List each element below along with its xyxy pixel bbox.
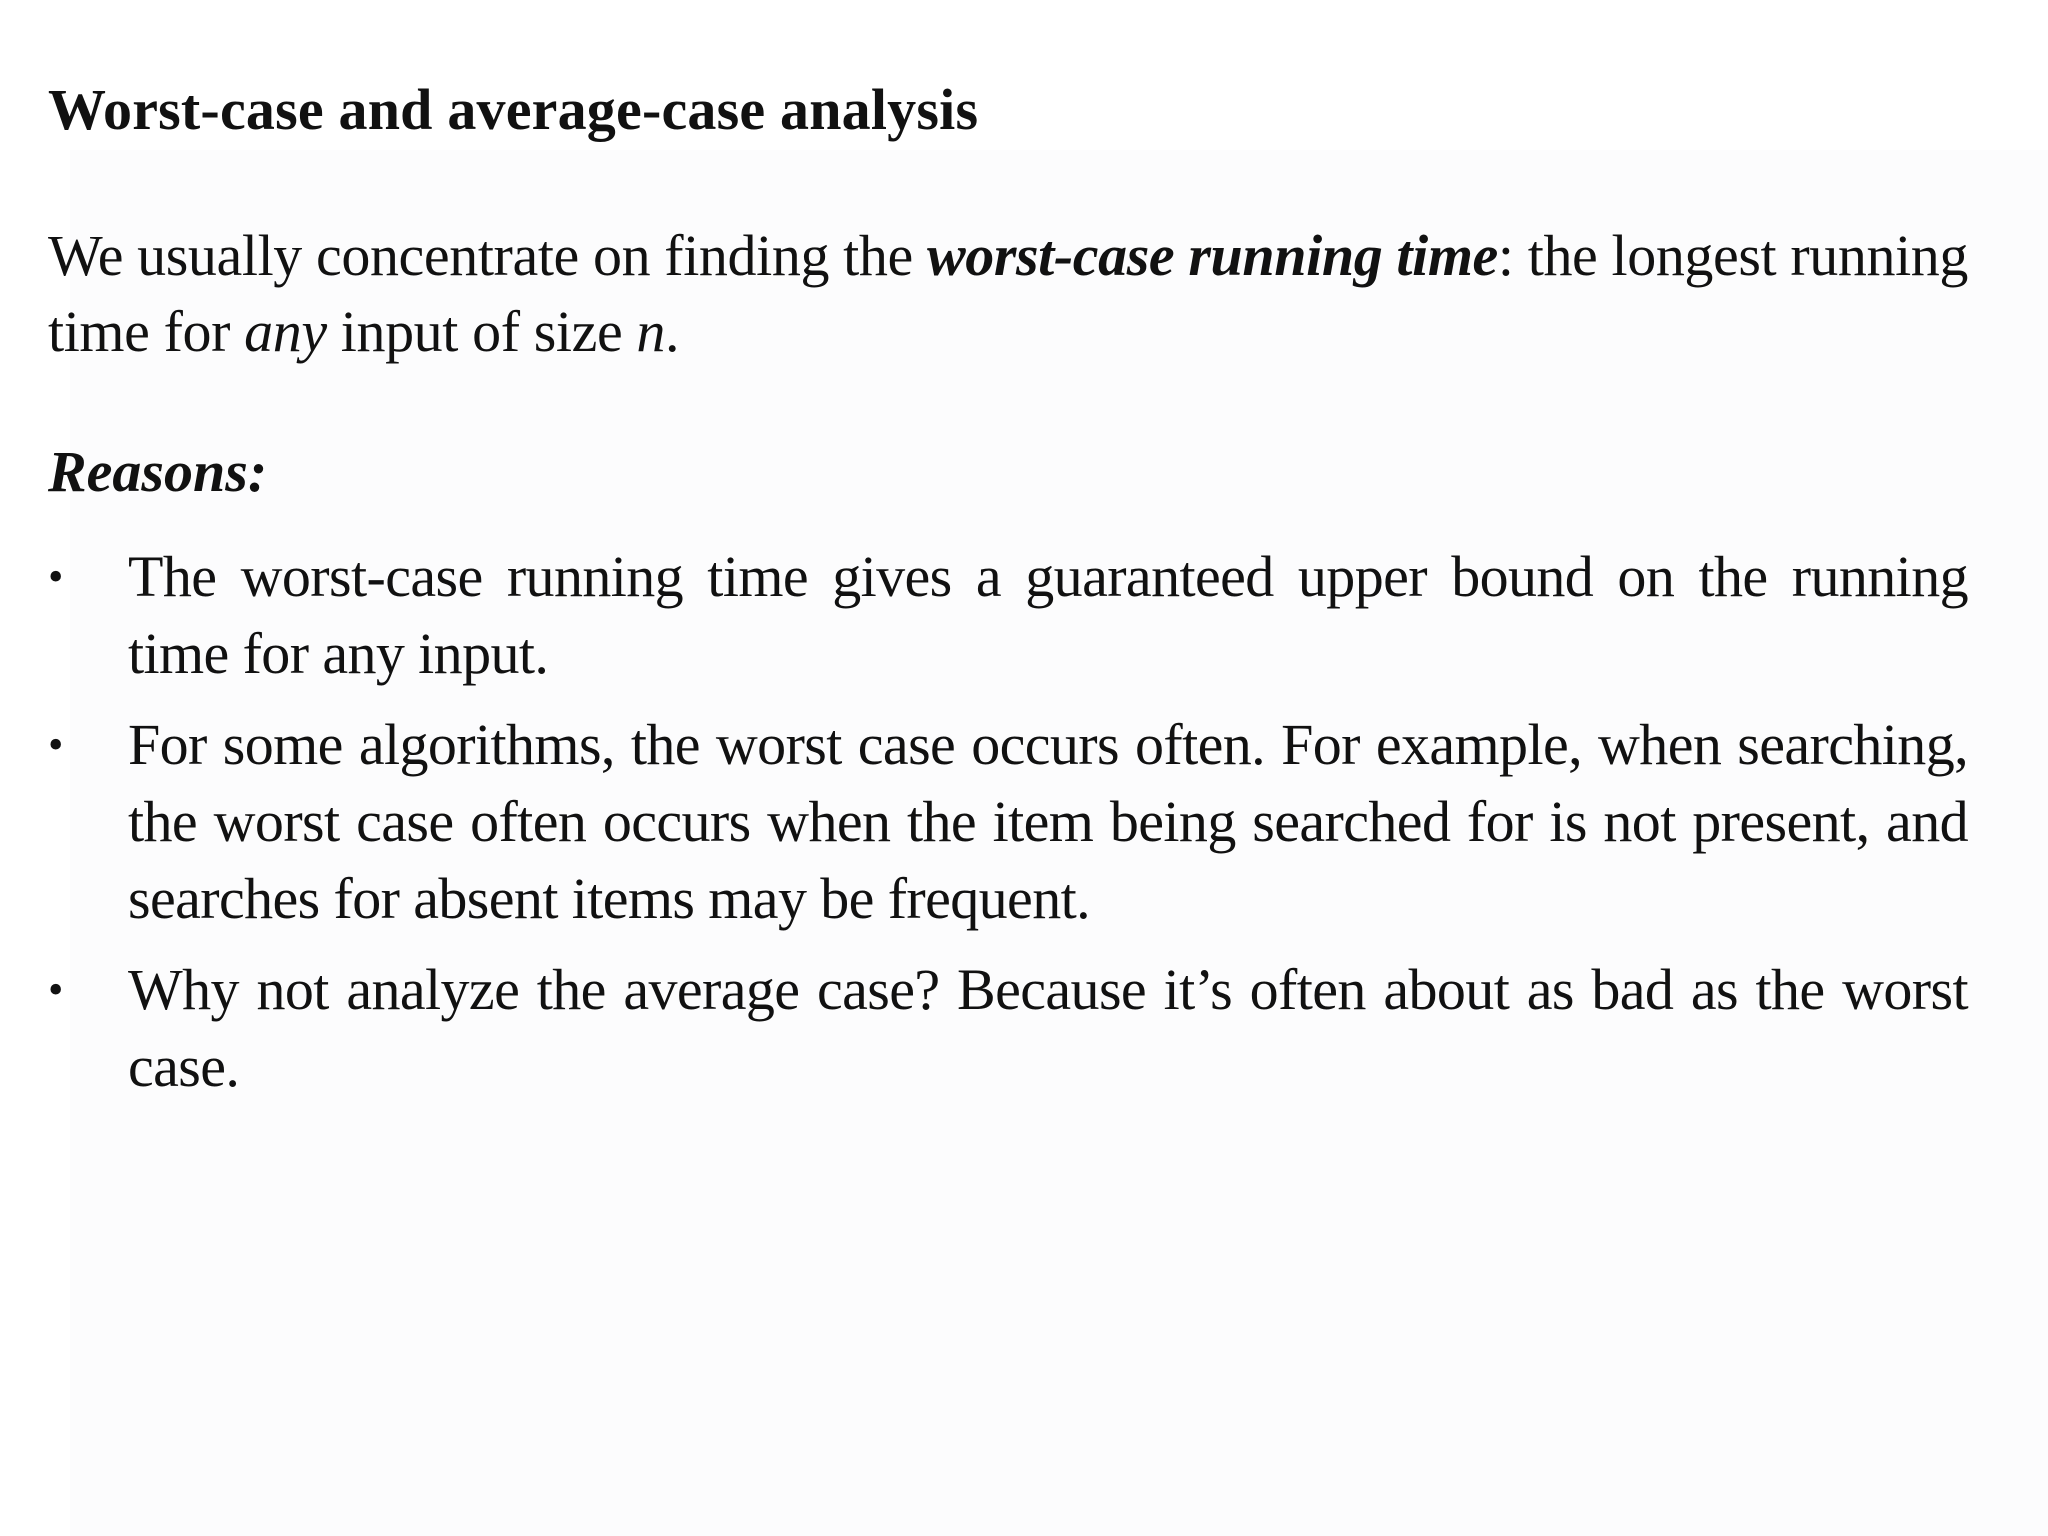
- variable-n: n: [636, 299, 665, 364]
- slide-title: Worst-case and average-case analysis: [48, 77, 979, 142]
- bullet-icon: •: [48, 720, 63, 769]
- bullet-icon: •: [48, 552, 63, 601]
- intro-text-after-term: : the longest running time for: [48, 223, 1968, 364]
- reason-text: For some algorithms, the worst case occurs often. For example, when searching, the worst case often occurs when the item being searched for is not present, and searches for absent items may be frequent.: [128, 712, 1968, 931]
- slide-content: [48, 70, 1968, 1119]
- intro-paragraph: [48, 218, 1968, 370]
- intro-text-end: .: [665, 299, 680, 364]
- reason-item: [48, 538, 1968, 692]
- reason-item: [48, 706, 1968, 937]
- term-worst-case-running-time: worst-case running time: [926, 223, 1498, 288]
- bullet-icon: •: [48, 965, 63, 1014]
- reason-text: Why not analyze the average case? Because it’s often about as bad as the worst case.: [128, 957, 1968, 1099]
- reason-text: The worst-case running time gives a guaranteed upper bound on the running time for any input.: [128, 544, 1968, 686]
- reasons-list: [48, 538, 1968, 1105]
- reason-item: [48, 951, 1968, 1105]
- intro-text-mid: input of size: [326, 299, 637, 364]
- intro-text-before: We usually concentrate on finding the: [48, 223, 927, 288]
- reasons-heading: Reasons:: [48, 439, 268, 504]
- emphasis-any: any: [244, 299, 327, 364]
